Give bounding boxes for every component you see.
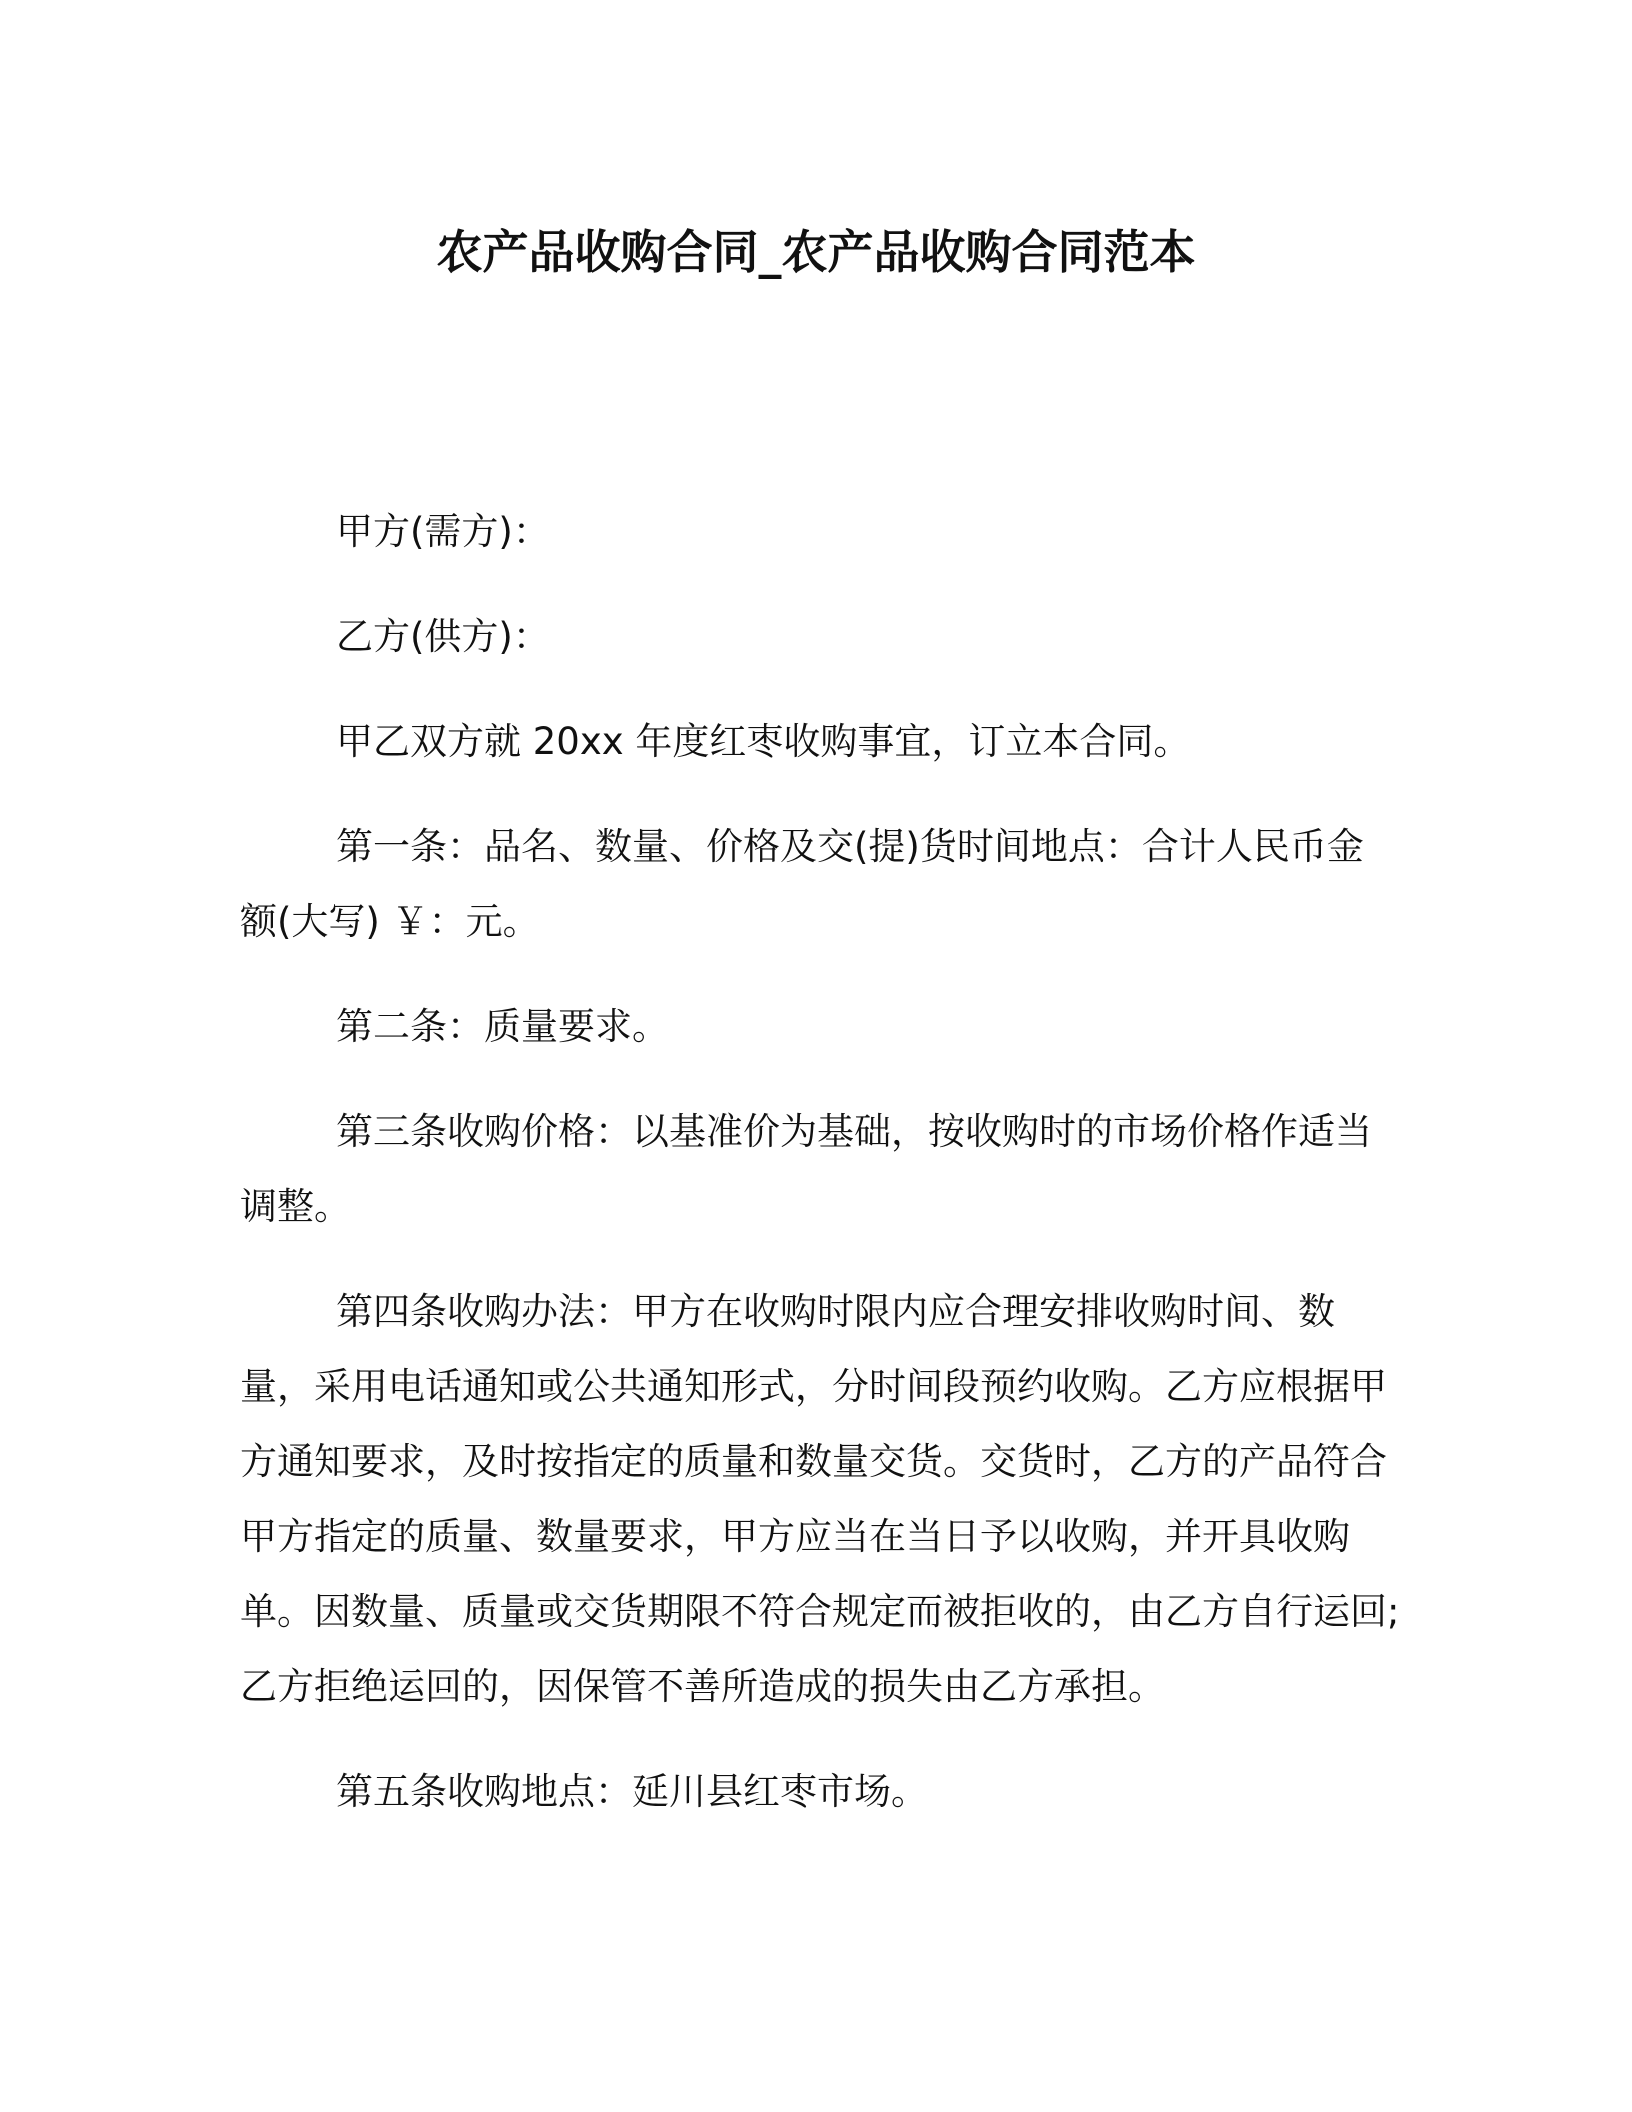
article-4: 第四条收购办法：甲方在收购时限内应合理安排收购时间、数量，采用电话通知或公共通知形式，分时间段预约收购。乙方应根据甲方通知要求，及时按指定的质量和数量交货。交货时，乙方的产品符合甲方指定的质量、数量要求，甲方应当在当日予以收购，并开具收购单。因数量、质量或交货期限不符合规定而被拒收的，由乙方自行运回;乙方拒绝运回的，因保管不善所造成的损失由乙方承担。	[240, 1290, 1400, 1708]
article-2: 第二条：质量要求。	[336, 1005, 669, 1048]
intro-paragraph: 甲乙双方就 20xx 年度红枣收购事宜，订立本合同。	[336, 720, 1191, 763]
party-a-line: 甲方(需方)：	[336, 510, 550, 553]
article-3: 第三条收购价格：以基准价为基础，按收购时的市场价格作适当调整。	[240, 1110, 1372, 1228]
article-5: 第五条收购地点：延川县红枣市场。	[336, 1770, 928, 1813]
party-b-line: 乙方(供方)：	[336, 615, 550, 658]
article-1: 第一条：品名、数量、价格及交(提)货时间地点：合计人民币金额(大写) ￥：元。	[240, 825, 1364, 943]
document-title: 农产品收购合同_农产品收购合同范本	[436, 225, 1196, 279]
document-body	[240, 494, 1400, 1859]
